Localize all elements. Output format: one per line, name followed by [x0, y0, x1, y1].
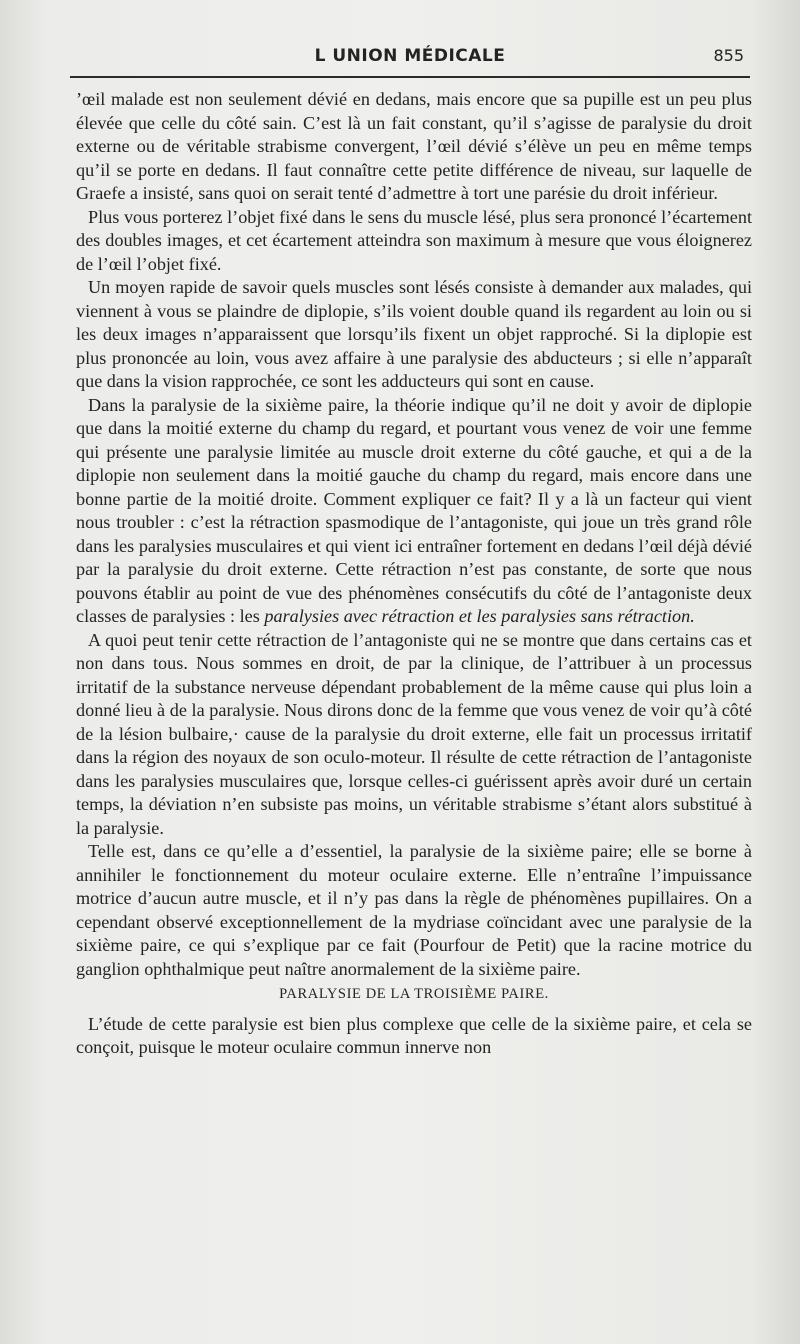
- paragraph-4-text: Dans la paralysie de la sixième paire, la théorie indique qu’il ne doit y avoir de diplopie que dans la moitié externe du champ du regard, et pourtant vous venez de voir une femme qui présente une paralysie limitée au muscle droit externe du côté gauche, et qui a de la diplopie non seulement dans la moitié gauche du champ du regard, mais encore dans une bonne partie de la moitié droite. Comment expliquer ce fait? Il y a là un facteur qui vient nous troubler : c’est la rétraction spasmodique de l’antagoniste, qui joue un très grand rôle dans les paralysies musculaires et qui vient ici entraîner fortement en dedans l’œil déjà dévié par la paralysie du droit externe. Cette rétraction n’est pas constante, de sorte que nous pouvons établir au point de vue des phénomènes consécutifs du côté de l’antagoniste deux classes de paralysies : les: [76, 394, 752, 626]
- paragraph-2: Plus vous porterez l’objet fixé dans le sens du muscle lésé, plus sera prononcé l’écartement des doubles images, et cet écartement atteindra son maximum à mesure que vous éloignerez de l’œil l’objet fixé.: [76, 206, 752, 274]
- running-title: L UNION MÉDICALE: [314, 46, 506, 66]
- header-rule: [70, 76, 750, 78]
- paragraph-3: Un moyen rapide de savoir quels muscles sont lésés consiste à demander aux malades, qui viennent à vous se plaindre de diplopie, s’ils voient double quand ils regardent au loin ou si les deux images n’apparaissent que lorsqu’ils fixent un objet rapproché. Si la diplopie est plus prononcée au loin, vous avez affaire à une paralysie des abducteurs ; si elle n’apparaît que dans la vision rapprochée, ce sont les adducteurs qui sont en cause.: [76, 277, 752, 391]
- page-header: [70, 40, 750, 76]
- body-text: [76, 88, 752, 1060]
- paragraph-7: L’étude de cette paralysie est bien plus complexe que celle de la sixième paire, et cela se conçoit, puisque le moteur oculaire commun innerve non: [76, 1013, 752, 1057]
- page-number: 855: [713, 46, 744, 65]
- paragraph-4: [76, 394, 752, 629]
- paragraph-5: A quoi peut tenir cette rétraction de l’antagoniste qui ne se montre que dans certains cas et non dans tous. Nous sommes en droit, de par la clinique, de l’attribuer à un processus irritatif de la substance nerveuse dépendant probablement de la même cause qui plus loin a donné lieu à de la paralysie. Nous dirons donc de la femme que vous venez de voir qu’à côté de la lésion bulbaire,· cause de la paralysie du droit externe, elle fait un processus irritatif dans la région des noyaux de son oculo-moteur. Il résulte de cette rétraction de l’antagoniste dans les paralysies musculaires que, lorsque celles-ci guérissent après avoir duré un certain temps, la déviation n’en subsiste pas moins, un véritable strabisme s’étant alors substitué à la paralysie.: [76, 629, 752, 838]
- paragraph-4-italic: paralysies avec rétraction et les paralysies sans rétraction.: [264, 606, 695, 626]
- paragraph-1: ’œil malade est non seulement dévié en dedans, mais encore que sa pupille est un peu plus élevée que celle du côté sain. C’est là un fait constant, qu’il s’agisse de paralysie du droit externe ou de véritable strabisme convergent, l’œil dévié s’élève un peu en même temps qu’il se porte en dedans. Il faut connaître cette petite différence de niveau, sur laquelle de Graefe a insisté, sans quoi on serait tenté d’admettre à tort une parésie du droit inférieur.: [76, 89, 752, 203]
- paragraph-6: Telle est, dans ce qu’elle a d’essentiel, la paralysie de la sixième paire; elle se borne à annihiler le fonctionnement du moteur oculaire externe. Elle n’entraîne l’impuissance motrice d’aucun autre muscle, et il n’y pas dans la règle de phénomènes pupillaires. On a cependant observé exceptionnellement de la mydriase coïncidant avec une paralysie de la sixième paire, ce qui s’explique par ce fait (Pourfour de Petit) que la racine motrice du ganglion ophthalmique peut naître anormalement de la sixième paire.: [76, 841, 752, 979]
- section-heading: PARALYSIE DE LA TROISIÈME PAIRE.: [279, 986, 549, 1002]
